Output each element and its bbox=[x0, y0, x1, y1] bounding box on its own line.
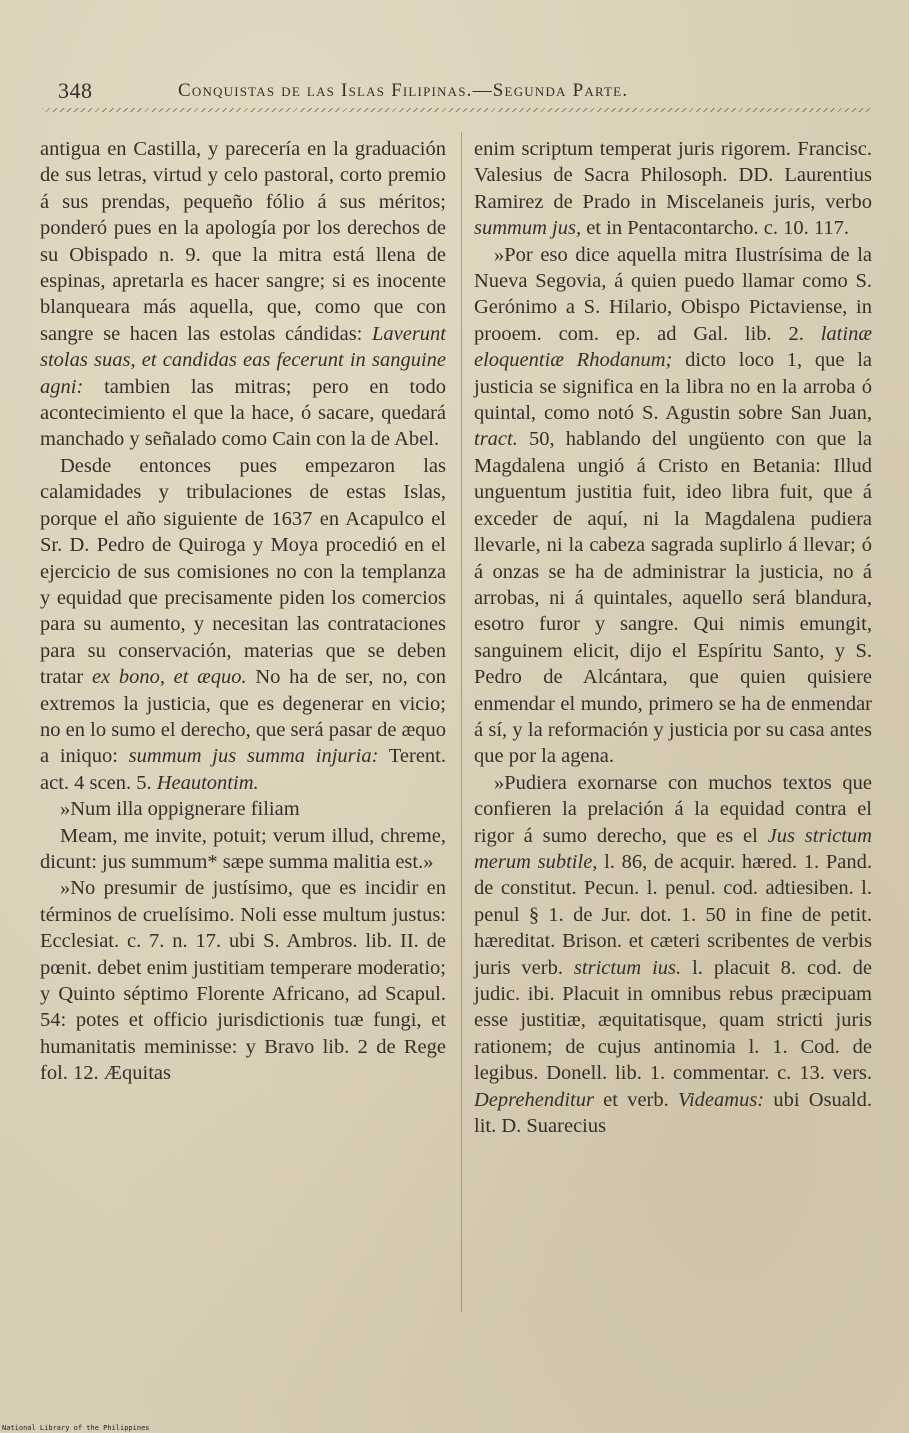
latin-quote: latinæ eloquentiæ Rhodanum; bbox=[474, 322, 872, 372]
text-run: l. 86, de acquir. hæred. 1. Pand. de constitut. Pecun. l. penul. cod. adtiesiben. l. penul § 1. de Jur. dot. 1. 50 in fine de petit. hæreditat. Brison. et cæteri scribentes de verbis juris verb. bbox=[474, 850, 872, 979]
paragraph: »No presumir de justísimo, que es incidir en términos de cruelísimo. Noli esse multum justus: Ecclesiat. c. 7. n. 17. ubi S. Ambros. lib. II. de pœnit. debet enim justitiam temperare moderatio; y Quinto séptimo Florente Africano, ad Scapul. 54: potes et officio jurisdictionis tuæ fungi, et humanitatis meminisse: y Bravo lib. 2 de Rege fol. 12. Æquitas bbox=[40, 877, 446, 1085]
verse-line: »Num illa oppignerare filiam bbox=[60, 798, 300, 821]
latin-quote: strictum ius. bbox=[573, 956, 682, 979]
text-run: tambien las mitras; pero en todo acontecimiento el que la hace, ó sacare, quedará manchado y señalado como Cain con la de Abel. bbox=[40, 375, 446, 451]
paragraph bbox=[40, 453, 446, 796]
latin-quote: Deprehenditur bbox=[474, 1088, 594, 1111]
right-column bbox=[474, 136, 872, 1139]
text-run: Terent. act. 4 scen. 5. bbox=[40, 745, 446, 794]
library-credit: National Library of the Philippines bbox=[2, 1424, 150, 1432]
left-column bbox=[40, 136, 446, 1087]
latin-quote: Jus strictum merum subtile, bbox=[474, 824, 872, 873]
text-run: 50, hablando del ungüento con que la Magdalena ungió á Cristo en Betania: Illud unguentum justitia fuit, ideo libra fuit, que á exceder de aquí, ni la Magdalena pudiera llevarle, ni la cabeza sagrada suplirlo á llevar; ó á onzas se ha de administrar la justicia, no á arrobas, ni á quintales, aquello será blandura, esotro furor y sangre. Qui nimis emungit, sanguinem elicit, dijo el Espíritu Santo, y S. Pedro de Alcántara, que quien quisiere enmendar el mundo, primero se ha de enmendar á sí, y la reformación y justicia por su casa antes que por la agena. bbox=[474, 428, 872, 768]
text-run: antigua en Castilla, y parecería en la graduación de sus letras, virtud y celo pastoral, corto premio á sus prendas, pequeño fólio á sus méritos; ponderó pues en la apología por los derechos de su Obispado n. 9. que la mitra está llena de espinas, apretarla es hacer sangre; si es inocente blanqueara más aquella, que, como que con sangre se hacen las estolas cándidas: bbox=[40, 138, 446, 345]
paragraph bbox=[474, 770, 872, 1140]
latin-quote: summum jus, bbox=[474, 217, 582, 240]
column-divider bbox=[461, 132, 462, 1312]
text-run: No ha de ser, no, con extremos la justicia, que es degenerar en vicio; no en lo sumo el derecho, que será pasar de æquo a iniquo: bbox=[40, 666, 446, 768]
text-run: et verb. bbox=[593, 1088, 678, 1111]
latin-quote: ex bono, et æquo. bbox=[91, 666, 247, 689]
text-run: »Pudiera exornarse con muchos textos que confieren la prelación á la equidad contra el rigor á sumo derecho, que es el bbox=[474, 771, 872, 847]
latin-quote: Laverunt stolas suas, et candidas eas fecerunt in sanguine agni: bbox=[40, 322, 446, 398]
latin-quote: tract. bbox=[474, 428, 518, 451]
text-run: l. placuit 8. cod. de judic. ibi. Placuit in omnibus rebus præcipuam esse justitiæ, æquitatisque, quam stricti juris rationem; de cujus antinomia l. 1. Cod. de legibus. Donell. lib. 1. commentar. c. 13. vers. bbox=[474, 956, 872, 1085]
text-run: Desde entonces pues empezaron las calamidades y tribulaciones de estas Islas, porque el año siguiente de 1637 en Acapulco el Sr. D. Pedro de Quiroga y Moya procedió en el ejercicio de sus comisiones no con la templanza y equidad que precisamente piden los comercios para su aumento, y necesitan las contrataciones para su conservación, materias que se deben tratar bbox=[40, 454, 446, 689]
paragraph bbox=[474, 242, 872, 770]
latin-quote: Videamus: bbox=[677, 1088, 765, 1111]
text-run: »Por eso dice aquella mitra Ilustrísima de la Nueva Segovia, á quien puedo llamar como S. Gerónimo a S. Hilario, Obispo Pictaviense, in prooem. com. ep. ad Gal. lib. 2. bbox=[474, 243, 872, 345]
paragraph bbox=[474, 136, 872, 242]
running-title: Conquistas de las Islas Filipinas.—Segunda Parte. bbox=[178, 80, 629, 101]
text-run: dicto loco 1, que la justicia se significa en la libra no en la arroba ó quintal, como notó S. Agustin sobre San Juan, bbox=[474, 349, 872, 425]
latin-quote: Heautontim. bbox=[156, 771, 259, 794]
latin-quote: summum jus summa injuria: bbox=[128, 745, 379, 768]
page-header bbox=[58, 76, 863, 110]
header-rule bbox=[42, 108, 870, 112]
paragraph bbox=[40, 136, 446, 453]
text-run: et in Pentacontarcho. c. 10. 117. bbox=[581, 217, 850, 240]
page-number: 348 bbox=[58, 78, 93, 103]
text-run: enim scriptum temperat juris rigorem. Francisc. Valesius de Sacra Philosoph. DD. Laurentius Ramirez de Prado in Miscelaneis juris, verbo bbox=[474, 138, 872, 213]
verse-line: Meam, me invite, potuit; verum illud, chreme, dicunt: jus summum* sæpe summa malitia est.» bbox=[40, 824, 446, 873]
text-run: ubi Osuald. lit. D. Suarecius bbox=[474, 1088, 872, 1138]
